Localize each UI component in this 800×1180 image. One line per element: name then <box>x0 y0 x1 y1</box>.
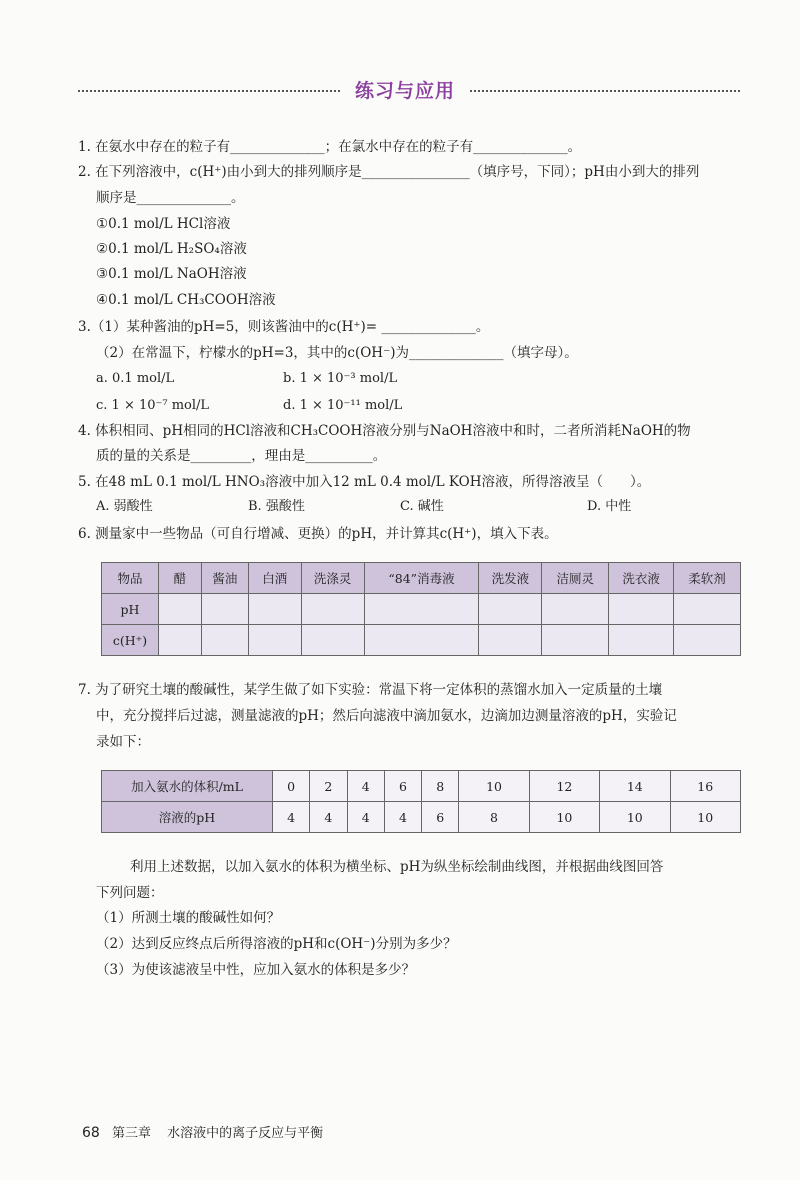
question-7-line-2: 中，充分搅拌后过滤，测量滤液的pH；然后向滤液中滴加氨水，边滴加边测量溶液的pH，实验记 <box>96 708 677 724</box>
q5-option-b: B. 强酸性 <box>248 499 305 514</box>
row-label: 溶液的pH <box>102 802 273 833</box>
row-label: pH <box>102 594 159 625</box>
table-cell <box>301 625 364 656</box>
table-header-cell: 白酒 <box>248 563 301 594</box>
table-cell <box>158 594 201 625</box>
ph-cell: 4 <box>384 802 421 833</box>
page-footer <box>82 1122 323 1141</box>
ph-cell: 10 <box>529 802 599 833</box>
q5-option-d: D. 中性 <box>587 499 632 514</box>
table-cell <box>158 625 201 656</box>
table-cell <box>301 594 364 625</box>
chapter-label: 第三章 <box>111 1126 151 1141</box>
question-1: 1. 在氨水中存在的粒子有______________；在氯水中存在的粒子有______________。 <box>78 139 582 155</box>
table-cell <box>542 625 609 656</box>
left-dotted-rule <box>78 90 340 92</box>
q3-option-c: c. 1 × 10⁻⁷ mol/L <box>96 398 210 413</box>
volume-cell: 12 <box>529 771 599 802</box>
question-5: 5. 在48 mL 0.1 mol/L HNO₃溶液中加入12 mL 0.4 mol/L KOH溶液，所得溶液呈（ ）。 <box>78 474 651 490</box>
table-row <box>102 771 741 802</box>
table-cell <box>364 594 479 625</box>
q5-option-c: C. 碱性 <box>400 499 444 514</box>
table-row <box>102 802 741 833</box>
ph-cell: 4 <box>310 802 347 833</box>
q2-option-1: ①0.1 mol/L HCl溶液 <box>96 216 231 232</box>
table-cell <box>542 594 609 625</box>
volume-cell: 14 <box>600 771 670 802</box>
q3-option-d: d. 1 × 10⁻¹¹ mol/L <box>283 398 403 413</box>
table-header-cell: 柔软剂 <box>674 563 741 594</box>
question-6: 6. 测量家中一些物品（可自行增减、更换）的pH，并计算其c(H⁺)，填入下表。 <box>78 526 558 542</box>
table-cell <box>201 625 248 656</box>
table-cell <box>674 625 741 656</box>
question-4-line-2: 质的量的关系是_________，理由是__________。 <box>96 448 387 464</box>
question-7-sub-3: （3）为使该滤液呈中性，应加入氨水的体积是多少？ <box>96 962 416 978</box>
section-title: 练习与应用 <box>355 80 456 102</box>
question-2-line-1: 2. 在下列溶液中，c(H⁺)由小到大的排列顺序是________________（填序号，下同）；pH由小到大的排列 <box>78 164 700 180</box>
ph-cell: 4 <box>273 802 310 833</box>
question-7-line-1: 7. 为了研究土壤的酸碱性，某学生做了如下实验：常温下将一定体积的蒸馏水加入一定质量的土壤 <box>78 682 663 698</box>
volume-cell: 16 <box>670 771 741 802</box>
question-7-paragraph-1: 利用上述数据，以加入氨水的体积为横坐标、pH为纵坐标绘制曲线图，并根据曲线图回答 <box>130 859 664 875</box>
question-3-part-2: （2）在常温下，柠檬水的pH=3，其中的c(OH⁻)为______________（填字母）。 <box>96 345 578 361</box>
table-cell <box>674 594 741 625</box>
table-cell <box>248 594 301 625</box>
table-cell <box>479 594 542 625</box>
section-header <box>78 76 740 106</box>
ph-cell: 6 <box>422 802 459 833</box>
q3-option-a: a. 0.1 mol/L <box>96 371 175 386</box>
q3-option-b: b. 1 × 10⁻³ mol/L <box>283 371 398 386</box>
table-header-cell: 洁厕灵 <box>542 563 609 594</box>
ph-cell: 10 <box>670 802 741 833</box>
page-number: 68 <box>82 1125 100 1141</box>
household-ph-table <box>101 562 741 656</box>
volume-cell: 6 <box>384 771 421 802</box>
q2-option-3: ③0.1 mol/L NaOH溶液 <box>96 266 247 282</box>
question-3-part-1: 3.（1）某种酱油的pH=5，则该酱油中的c(H⁺)= ______________。 <box>78 319 490 335</box>
table-cell <box>364 625 479 656</box>
q2-option-4: ④0.1 mol/L CH₃COOH溶液 <box>96 292 276 308</box>
table-header-cell: 酱油 <box>201 563 248 594</box>
question-4-line-1: 4. 体积相同、pH相同的HCl溶液和CH₃COOH溶液分别与NaOH溶液中和时，二者所消耗NaOH的物 <box>78 423 691 439</box>
ph-cell: 4 <box>347 802 384 833</box>
table-header-cell: 洗衣液 <box>609 563 674 594</box>
question-7-line-3: 录如下： <box>96 734 150 750</box>
table-cell <box>248 625 301 656</box>
table-cell <box>201 594 248 625</box>
volume-cell: 2 <box>310 771 347 802</box>
volume-cell: 10 <box>459 771 529 802</box>
table-header-cell: 洗发液 <box>479 563 542 594</box>
ammonia-ph-table <box>101 770 741 833</box>
row-label: c(H⁺) <box>102 625 159 656</box>
row-label: 加入氨水的体积/mL <box>102 771 273 802</box>
table-row <box>102 594 741 625</box>
question-7-sub-2: （2）达到反应终点后所得溶液的pH和c(OH⁻)分别为多少？ <box>96 936 457 952</box>
table-header-row <box>102 563 741 594</box>
question-7-paragraph-2: 下列问题： <box>96 885 164 901</box>
q5-option-a: A. 弱酸性 <box>96 499 153 514</box>
question-7-sub-1: （1）所测土壤的酸碱性如何？ <box>96 910 281 926</box>
table-cell <box>609 625 674 656</box>
table-header-cell: 醋 <box>158 563 201 594</box>
ph-cell: 8 <box>459 802 529 833</box>
volume-cell: 8 <box>422 771 459 802</box>
table-header-cell: 洗涤灵 <box>301 563 364 594</box>
table-cell <box>479 625 542 656</box>
volume-cell: 4 <box>347 771 384 802</box>
ph-cell: 10 <box>600 802 670 833</box>
volume-cell: 0 <box>273 771 310 802</box>
table-header-cell: “84”消毒液 <box>364 563 479 594</box>
question-2-line-2: 顺序是______________。 <box>96 190 245 206</box>
chapter-title: 水溶液中的离子反应与平衡 <box>167 1126 324 1141</box>
table-row <box>102 625 741 656</box>
q2-option-2: ②0.1 mol/L H₂SO₄溶液 <box>96 241 247 257</box>
table-header-cell: 物品 <box>102 563 159 594</box>
table-cell <box>609 594 674 625</box>
right-dotted-rule <box>470 90 740 92</box>
